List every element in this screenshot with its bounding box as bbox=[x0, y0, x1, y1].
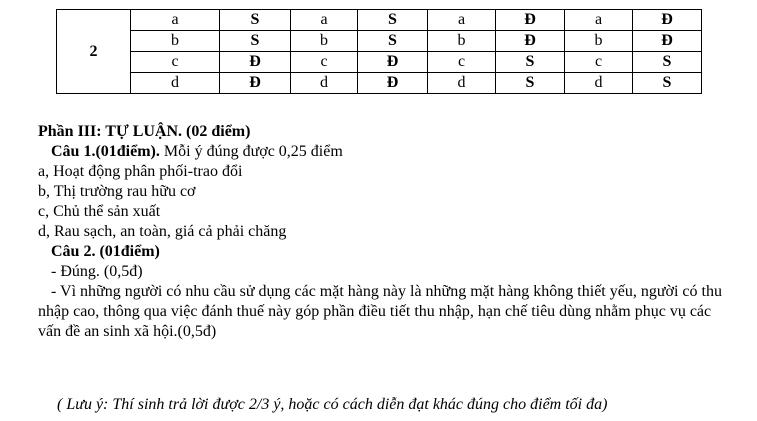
table-cell: Đ bbox=[633, 31, 702, 52]
table-cell: d bbox=[565, 73, 633, 94]
table-cell: S bbox=[633, 52, 702, 73]
table-cell: c bbox=[428, 52, 496, 73]
table-cell: a bbox=[291, 10, 358, 31]
table-row bbox=[57, 10, 702, 31]
table-cell: S bbox=[633, 73, 702, 94]
table-cell: b bbox=[428, 31, 496, 52]
answer-item: a, Hoạt động phân phối-trao đổi bbox=[38, 163, 243, 180]
answer-item: c, Chủ thể sản xuất bbox=[38, 203, 161, 220]
table-cell: S bbox=[496, 73, 565, 94]
table-cell: Đ bbox=[496, 10, 565, 31]
table-cell: Đ bbox=[633, 10, 702, 31]
table-cell: d bbox=[131, 73, 220, 94]
table-cell: S bbox=[220, 10, 291, 31]
answer-table bbox=[56, 9, 702, 94]
table-cell: S bbox=[220, 31, 291, 52]
table-row bbox=[57, 31, 702, 52]
question-1-title: Câu 1.(01điểm). bbox=[51, 143, 160, 160]
table-cell: Đ bbox=[358, 73, 428, 94]
table-cell: Đ bbox=[496, 31, 565, 52]
answer-item: d, Rau sạch, an toàn, giá cả phải chăng bbox=[38, 223, 287, 240]
table-cell: S bbox=[358, 10, 428, 31]
table-cell: b bbox=[131, 31, 220, 52]
table-cell: Đ bbox=[220, 52, 291, 73]
table-cell: S bbox=[358, 31, 428, 52]
table-cell: c bbox=[565, 52, 633, 73]
essay-section bbox=[38, 122, 738, 342]
question-2-explanation: - Vì những người có nhu cầu sử dụng các mặt hàng này là những mặt hàng không thiết yếu, người có thu nhập cao, thông qua việc đánh thuế này góp phần điều tiết thu nhập, hạn chế tiêu dùng nhằm phục vụ các vấn đề an sinh xã hội.(0,5đ) bbox=[38, 283, 722, 340]
table-row bbox=[57, 52, 702, 73]
table-cell: Đ bbox=[220, 73, 291, 94]
question-1-header bbox=[38, 142, 738, 162]
table-cell: S bbox=[496, 52, 565, 73]
answer-item: b, Thị trường rau hữu cơ bbox=[38, 183, 196, 200]
table-cell: a bbox=[131, 10, 220, 31]
question-1-instruction: Mỗi ý đúng được 0,25 điểm bbox=[159, 143, 343, 160]
table-cell: a bbox=[428, 10, 496, 31]
table-cell: b bbox=[565, 31, 633, 52]
question-2-verdict: - Đúng. (0,5đ) bbox=[51, 263, 143, 280]
table-cell: Đ bbox=[358, 52, 428, 73]
table-cell: a bbox=[565, 10, 633, 31]
table-row bbox=[57, 73, 702, 94]
table-cell: c bbox=[291, 52, 358, 73]
table-cell: c bbox=[131, 52, 220, 73]
table-cell: d bbox=[428, 73, 496, 94]
table-cell: d bbox=[291, 73, 358, 94]
question-2-title: Câu 2. (01điểm) bbox=[51, 243, 160, 260]
question-number-cell: 2 bbox=[57, 10, 131, 94]
table-cell: b bbox=[291, 31, 358, 52]
grading-note: ( Lưu ý: Thí sinh trả lời được 2/3 ý, hoặc có cách diễn đạt khác đúng cho điểm tối đa) bbox=[57, 396, 608, 413]
section-heading: Phần III: TỰ LUẬN. (02 điểm) bbox=[38, 123, 251, 140]
